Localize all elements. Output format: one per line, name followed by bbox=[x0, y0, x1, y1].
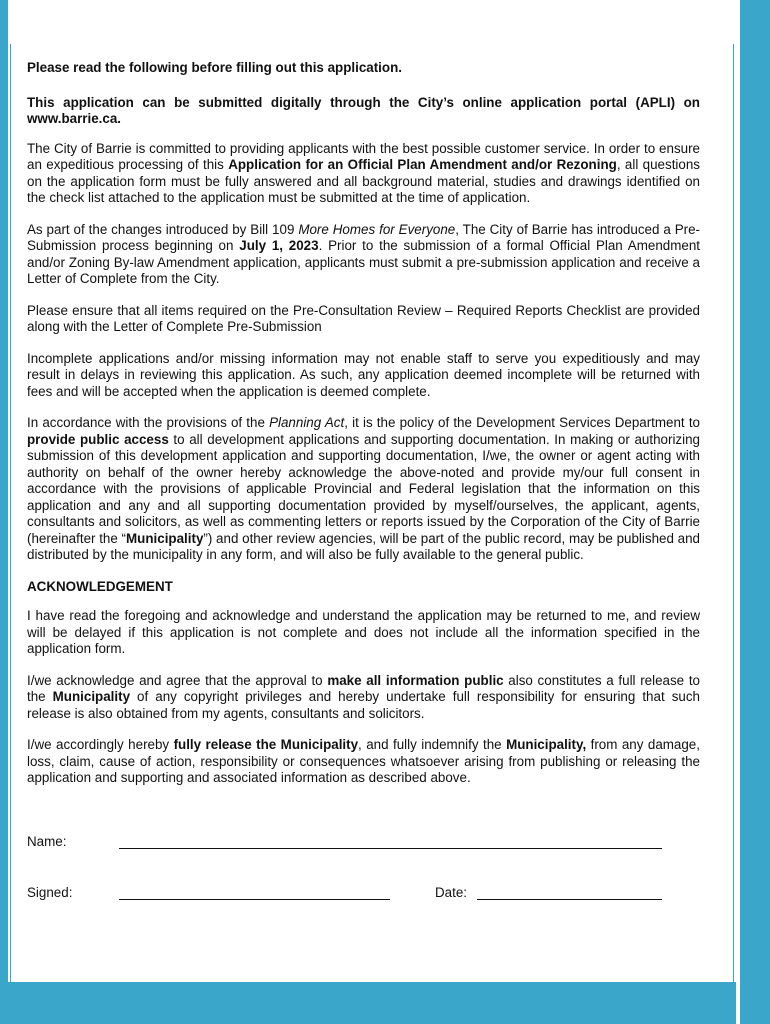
p2-text-end: . Prior to the submission of a formal Official Plan Amendment and/or Zoning By-law Amendment application, applicants must submit a pre-submission application and receive a Letter of Complete from the City. bbox=[27, 238, 701, 286]
p5-text: In accordance with the provisions of the bbox=[27, 415, 270, 430]
p1-text-end: , all questions on the application form must be fully answered and all background material, studies and drawings identified on the check list attached to the application must be submitted at the time of application. bbox=[27, 157, 700, 205]
right-edge-bar bbox=[739, 0, 770, 1024]
right-edge-gap bbox=[736, 0, 740, 1024]
document-body bbox=[27, 60, 700, 802]
p5-public-access: provide public access bbox=[27, 431, 169, 447]
paragraph-bill-109 bbox=[27, 222, 700, 288]
p2-bill-title: More Homes for Everyone bbox=[298, 221, 456, 237]
acknowledgement-heading: ACKNOWLEDGEMENT bbox=[27, 578, 173, 594]
bottom-footer-band-right bbox=[740, 982, 770, 1024]
portal-notice: This application can be submitted digitally through the City’s online application portal (APLI) on www.barrie.ca. bbox=[27, 94, 700, 126]
p5-text-2: , it is the policy of the Development Services Department to bbox=[344, 415, 700, 430]
acknowledgement-paragraph-1: I have read the foregoing and acknowledge and understand the application may be returned to me, and review will be delayed if this application is not complete and does not include all the information specified in the application form. bbox=[27, 608, 700, 656]
p1-application-title: Application for an Official Plan Amendment and/or Rezoning bbox=[228, 157, 617, 172]
paragraph-customer-service bbox=[27, 141, 700, 207]
acknowledgement-paragraph-2 bbox=[27, 673, 700, 723]
intro-heading: Please read the following before filling out this application. bbox=[27, 60, 402, 75]
a2-text-2: also constitutes a full release to the bbox=[27, 672, 700, 704]
p5-text-end: ”) and other review agencies, will be part of the public record, may be published and distributed by the municipality in any form, and will also be fully available to the general public. bbox=[27, 530, 700, 562]
a3-text-2: , and fully indemnify the bbox=[358, 737, 507, 752]
date-label: Date: bbox=[435, 885, 468, 900]
bottom-footer-band bbox=[8, 982, 736, 1024]
a3-text-end: from any damage, loss, claim, cause of action, responsibility or consequences whatsoever arising from publishing or releasing the application and supporting and associated information as described above. bbox=[27, 737, 700, 785]
signed-label: Signed: bbox=[27, 885, 73, 900]
a2-bold-public: make all information public bbox=[327, 672, 504, 688]
date-field[interactable] bbox=[477, 898, 662, 900]
top-strip bbox=[8, 0, 736, 44]
p1-text: The City of Barrie is committed to providing applicants with the best possible customer service. In order to ensure an expeditious processing of this bbox=[27, 140, 700, 172]
left-edge-bar bbox=[0, 0, 8, 1024]
paragraph-incomplete: Incomplete applications and/or missing information may not enable staff to serve you expeditiously and may result in delays in reviewing this application. As such, any application deemed incomplete will be returned with fees and will be accepted when the application is deemed complete. bbox=[27, 350, 700, 399]
p2-date: July 1, 2023 bbox=[239, 238, 319, 253]
a3-release: fully release the Municipality bbox=[173, 737, 359, 752]
p2-text: As part of the changes introduced by Bill 109 bbox=[27, 221, 299, 237]
paragraph-public-access bbox=[27, 415, 700, 564]
a2-text-end: of any copyright privileges and hereby undertake full responsibility for ensuring that such release is also obtained from my agents, consultants and solicitors. bbox=[27, 689, 700, 721]
p5-act-title: Planning Act bbox=[269, 415, 345, 430]
a3-text: I/we accordingly hereby bbox=[27, 737, 174, 752]
paragraph-checklist: Please ensure that all items required on the Pre-Consultation Review – Required Reports Checklist are provided along with the Letter of Complete Pre-Submission bbox=[27, 302, 700, 334]
p2-text-mid: , The City of Barrie has introduced a Pre-Submission process beginning on bbox=[27, 221, 701, 253]
a2-municipality: Municipality bbox=[52, 689, 131, 704]
a2-text: I/we acknowledge and agree that the approval to bbox=[27, 672, 328, 688]
acknowledgement-paragraph-3 bbox=[27, 737, 700, 787]
p5-municipality: Municipality bbox=[126, 530, 204, 546]
a3-municipality: Municipality, bbox=[506, 737, 587, 752]
name-field[interactable] bbox=[119, 847, 662, 849]
signed-field[interactable] bbox=[119, 898, 390, 900]
p5-text-3: to all development applications and supporting documentation. In making or authorizing submission of this development application and supporting documentation, I/we, the owner or agent acting with authority on behalf of the owner hereby acknowledge the above-noted and provide my/our full consent in accordance with the provisions of applicable Provincial and Federal legislation that the information on this application and any and all supporting documentation provided by myself/ourselves, the applicant, agents, consultants and solicitors, as well as commenting letters or reports issued by the Corporation of the City of Barrie (hereinafter the “ bbox=[27, 431, 700, 546]
name-label: Name: bbox=[27, 834, 67, 849]
